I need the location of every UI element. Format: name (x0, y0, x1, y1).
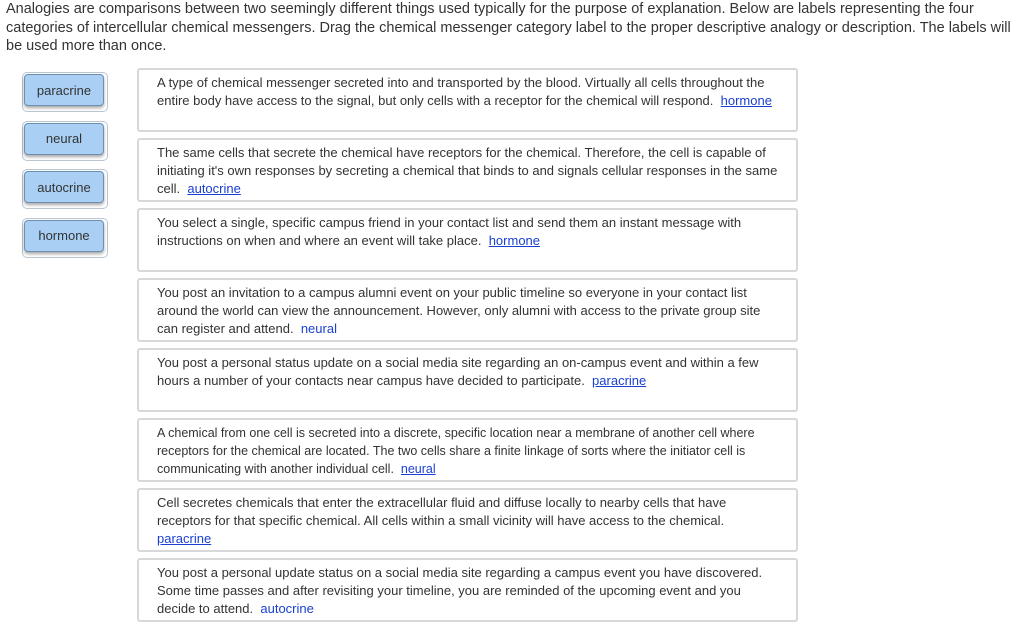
placed-label[interactable]: hormone (488, 233, 541, 248)
drop-zone-3[interactable] (137, 208, 798, 272)
label-slot (22, 121, 108, 161)
drag-label-autocrine[interactable]: autocrine (24, 171, 104, 203)
placed-label[interactable]: neural (400, 462, 436, 476)
placed-label[interactable]: autocrine (260, 601, 314, 616)
drag-label-neural[interactable]: neural (24, 123, 104, 155)
drag-label-paracrine[interactable]: paracrine (24, 74, 104, 106)
placed-label[interactable]: hormone (720, 93, 772, 108)
placed-label[interactable]: paracrine (592, 373, 647, 388)
label-slot (22, 218, 108, 258)
label-slot (22, 169, 108, 209)
placed-label[interactable]: neural (300, 321, 337, 336)
drop-zone-6[interactable] (137, 418, 798, 482)
drop-zone-5[interactable] (137, 348, 798, 412)
drop-zone-8[interactable] (137, 558, 798, 622)
drop-zone-4[interactable] (137, 278, 798, 342)
placed-label[interactable]: autocrine (187, 181, 241, 196)
zone-description: You post a personal update status on a social media site regarding a campus event you have discovered. Some time passes and after revisiting your timeline, you are reminded of the upcoming event and you decide to attend. (157, 565, 763, 616)
zone-description: You post a personal status update on a social media site regarding an on-campus event and within a few hours a number of your contacts near campus have decided to participate. (157, 355, 759, 388)
drop-zone-1[interactable] (137, 68, 798, 132)
drag-label-hormone[interactable]: hormone (24, 220, 104, 252)
drop-zone-7[interactable] (137, 488, 798, 552)
instructions-text: Analogies are comparisons between two seemingly different things used typically for the purpose of explanation. Below are labels representing the four categories of intercellular chemical messengers. Drag the chemical messenger category label to the proper descriptive analogy or description. The labels will be used more than once. (6, 1, 1011, 54)
zone-description: A type of chemical messenger secreted into and transported by the blood. Virtually all cells throughout the entire body have access to the signal, but only cells with a receptor for the chemical will respond. (157, 75, 765, 108)
zone-description: You select a single, specific campus friend in your contact list and send them an instant message with instructions on when and where an event will take place. (157, 215, 742, 248)
zone-description: A chemical from one cell is secreted into a discrete, specific location near a membrane of another cell where receptors for the chemical are located. The two cells share a finite linkage of sorts where the initiator cell is communicating with another individual cell. (157, 426, 755, 476)
drop-zone-list (137, 68, 798, 628)
label-slot (22, 72, 108, 112)
zone-description: Cell secretes chemicals that enter the extracellular fluid and diffuse locally to nearby cells that have receptors for that specific chemical. All cells within a small vicinity will have access to the chemical. (157, 495, 727, 528)
zone-description: You post an invitation to a campus alumni event on your public timeline so everyone in your contact list around the world can view the announcement. However, only alumni with access to the private group site can register and attend. (157, 285, 761, 336)
label-bank (22, 72, 108, 266)
placed-label[interactable]: paracrine (157, 531, 212, 546)
drop-zone-2[interactable] (137, 138, 798, 202)
zone-description: The same cells that secrete the chemical have receptors for the chemical. Therefore, the cell is capable of initiating it's own responses by secreting a chemical that binds to and signals cellular responses in the same cell. (157, 145, 778, 196)
